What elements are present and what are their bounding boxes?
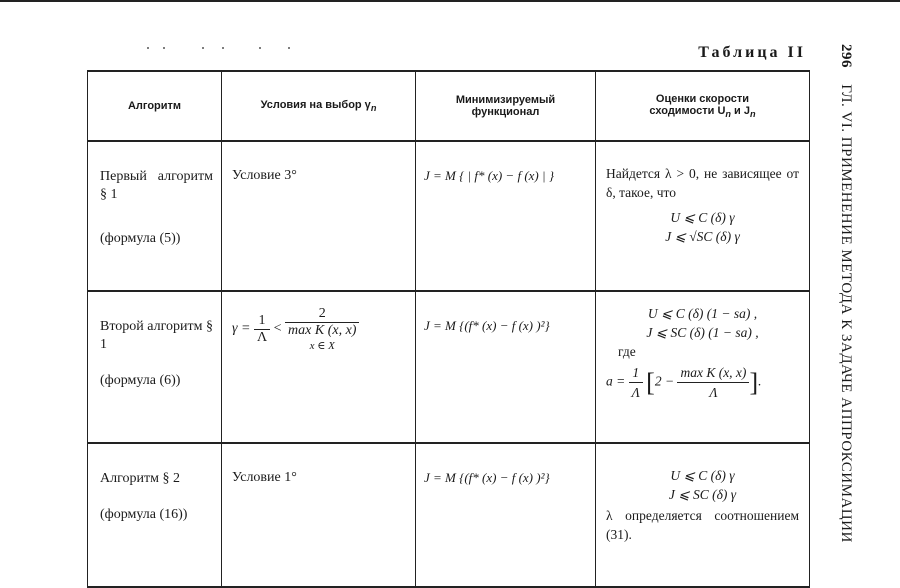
estimate-j: J ⩽ SC (δ) γ xyxy=(668,487,737,502)
estimate-a: a = $\frac{1}{\Lambda}$ [2 − $\frac{\text{max K (x, x)}}{\Lambda}$ ]. xyxy=(606,365,762,400)
estimate-u: U ⩽ C (δ) γ xyxy=(670,468,735,483)
table-header-row xyxy=(88,71,810,141)
algorithm-name: Второй алгоритм § 1 xyxy=(100,319,213,352)
row3-estimate: U ⩽ C (δ) γ J ⩽ SC (δ) γ λ определяется соотношением (31). xyxy=(596,443,810,587)
table-row xyxy=(88,141,810,291)
row1-functional: J = M { | f* (x) − f (x) | } xyxy=(416,141,596,291)
algorithms-table xyxy=(87,70,810,588)
table-row xyxy=(88,443,810,587)
formula-reference: (формула (6)) xyxy=(100,373,181,388)
row1-estimate: Найдется λ > 0, не зависящее от δ, такое, что U ⩽ C (δ) γ J ⩽ √SC (δ) γ xyxy=(596,141,810,291)
top-rule xyxy=(0,0,900,2)
speck xyxy=(259,47,261,49)
estimate-u: U ⩽ C (δ) (1 − sa) , xyxy=(647,306,758,321)
row1-algorithm xyxy=(88,141,222,291)
header-functional: Минимизируемый функционал xyxy=(416,71,596,141)
row2-condition: γ = $\frac{1}{\Lambda}$ < 2 max K (x, x) x ∈ X xyxy=(222,291,416,443)
table-row xyxy=(88,291,810,443)
table-label: Таблица II xyxy=(698,44,806,61)
header-estimates: Оценки скорости сходимости $U_n$ и $J_n$ xyxy=(596,71,810,141)
row2-functional: J = M {(f* (x) − f (x) )²} xyxy=(416,291,596,443)
row1-condition: Условие 3° xyxy=(222,141,416,291)
running-head xyxy=(835,44,857,543)
estimate-j: J ⩽ SC (δ) (1 − sa) , xyxy=(646,325,759,340)
header-algorithm: Алгоритм xyxy=(88,71,222,141)
algorithm-name: Первый алгоритм § 1 xyxy=(100,169,213,202)
speck xyxy=(222,47,224,49)
algorithm-name: Алгоритм § 2 xyxy=(100,471,180,486)
page-number: 296 xyxy=(838,44,854,68)
speck xyxy=(147,47,149,49)
speck xyxy=(288,47,290,49)
speck xyxy=(163,47,165,49)
row3-algorithm xyxy=(88,443,222,587)
fraction: $\frac{1}{\Lambda}$ xyxy=(254,313,270,346)
formula-reference: (формула (5)) xyxy=(100,231,181,246)
chapter-title: ГЛ. VI. ПРИМЕНЕНИЕ МЕТОДА К ЗАДАЧЕ АППРОКСИМАЦИИ xyxy=(838,84,854,543)
formula-reference: (формула (16)) xyxy=(100,507,188,522)
estimate-u: U ⩽ C (δ) γ xyxy=(670,210,735,225)
row3-condition: Условие 1° xyxy=(222,443,416,587)
speck xyxy=(202,47,204,49)
fraction: 2 max K (x, x) x ∈ X xyxy=(285,306,359,352)
row2-algorithm xyxy=(88,291,222,443)
header-conditions: Условия на выбор $\gamma_n$ xyxy=(222,71,416,141)
row3-functional: J = M {(f* (x) − f (x) )²} xyxy=(416,443,596,587)
row2-estimate: U ⩽ C (δ) (1 − sa) , J ⩽ SC (δ) (1 − sa) , где a = $\frac{1}{\Lambda}$ [2 − $\frac{\text{max K (x, x)}}{\Lambda}$ ]. xyxy=(596,291,810,443)
estimate-j: J ⩽ √SC (δ) γ xyxy=(665,229,740,244)
